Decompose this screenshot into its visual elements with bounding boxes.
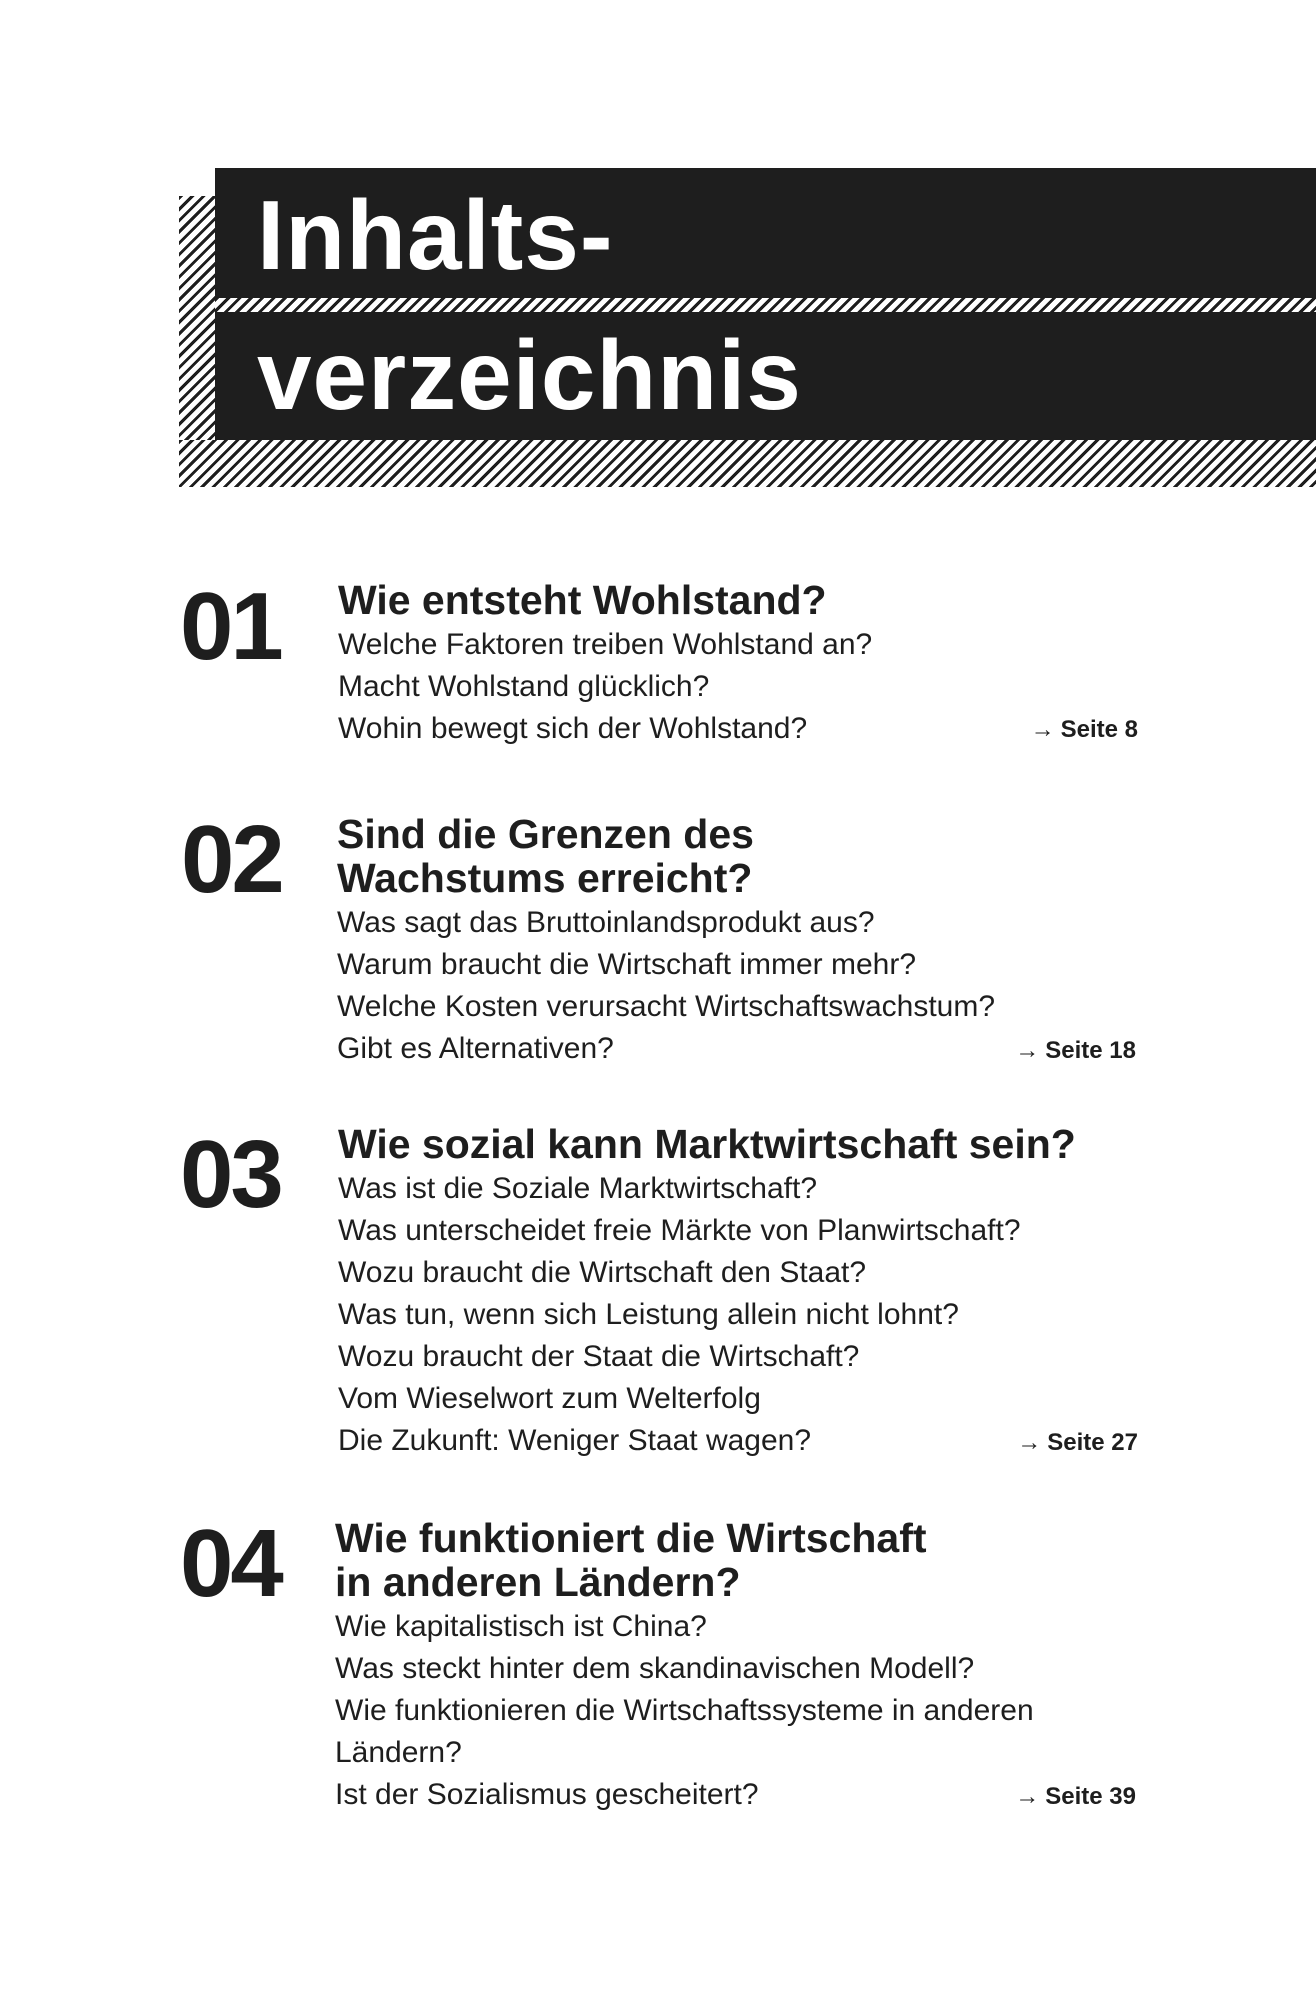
arrow-right-icon: → <box>1030 716 1055 743</box>
section-title: Sind die Grenzen des Wachstums erreicht? <box>337 811 754 901</box>
question-list <box>338 1168 1138 1462</box>
page-reference-link[interactable] <box>1031 709 1138 751</box>
question-item: Wohin bewegt sich der Wohlstand? <box>338 712 808 745</box>
question-item: Wie funktionieren die Wirtschaftssysteme in anderen Ländern? <box>335 1694 1034 1769</box>
question-item: Was sagt das Bruttoinlandsprodukt aus? <box>337 906 875 939</box>
question-item: Ist der Sozialismus gescheitert? <box>335 1778 759 1811</box>
arrow-right-icon: → <box>1015 1783 1040 1810</box>
section-number: 01 <box>180 573 281 680</box>
page-reference-label: Seite 8 <box>1060 716 1138 743</box>
question-list <box>338 624 1138 750</box>
section-title: Wie entsteht Wohlstand? <box>338 577 827 623</box>
page-reference-label: Seite 27 <box>1047 1429 1138 1456</box>
section-number: 03 <box>180 1121 281 1228</box>
toc-section-02 <box>180 806 1140 1072</box>
question-item: Welche Kosten verursacht Wirtschaftswachstum? <box>337 990 996 1023</box>
question-item: Wie kapitalistisch ist China? <box>335 1610 707 1643</box>
toc-section-04 <box>180 1510 1140 1816</box>
question-item: Gibt es Alternativen? <box>337 1032 614 1065</box>
toc-section-03 <box>180 1122 1140 1472</box>
section-content <box>335 1516 1135 1816</box>
question-item: Was steckt hinter dem skandinavischen Modell? <box>335 1652 975 1685</box>
hatch-decoration-middle <box>215 298 1316 312</box>
toc-section-01 <box>180 573 1140 758</box>
question-item: Was unterscheidet freie Märkte von Planwirtschaft? <box>338 1214 1021 1247</box>
title-band-top <box>215 168 1316 298</box>
section-number: 04 <box>180 1510 281 1617</box>
section-title: Wie sozial kann Marktwirtschaft sein? <box>338 1121 1076 1167</box>
question-item: Welche Faktoren treiben Wohlstand an? <box>338 628 873 661</box>
page-title-line-1: Inhalts- <box>257 180 614 290</box>
question-item: Wozu braucht der Staat die Wirtschaft? <box>338 1340 860 1373</box>
question-item: Warum braucht die Wirtschaft immer mehr? <box>337 948 917 981</box>
question-item: Was tun, wenn sich Leistung allein nicht lohnt? <box>338 1298 959 1331</box>
section-content <box>338 578 1138 750</box>
section-number: 02 <box>181 806 282 913</box>
arrow-right-icon: → <box>1015 1037 1040 1064</box>
question-item: Die Zukunft: Weniger Staat wagen? <box>338 1424 812 1457</box>
question-item: Vom Wieselwort zum Welterfolg <box>338 1382 761 1415</box>
page-reference-label: Seite 18 <box>1045 1037 1136 1064</box>
section-content <box>338 1122 1138 1462</box>
question-item: Was ist die Soziale Marktwirtschaft? <box>338 1172 818 1205</box>
question-item: Macht Wohlstand glücklich? <box>338 670 710 703</box>
section-title: Wie funktioniert die Wirtschaft in anderen Ländern? <box>335 1515 927 1605</box>
page-reference-link[interactable] <box>1015 1776 1136 1818</box>
hatch-decoration-bottom <box>179 440 1316 487</box>
question-item: Wozu braucht die Wirtschaft den Staat? <box>338 1256 867 1289</box>
page-title-line-2: verzeichnis <box>257 320 802 430</box>
arrow-right-icon: → <box>1017 1429 1042 1456</box>
page-reference-label: Seite 39 <box>1045 1783 1136 1810</box>
page-reference-link[interactable] <box>1017 1422 1138 1464</box>
title-band-bottom <box>215 312 1316 440</box>
page-reference-link[interactable] <box>1015 1030 1136 1072</box>
